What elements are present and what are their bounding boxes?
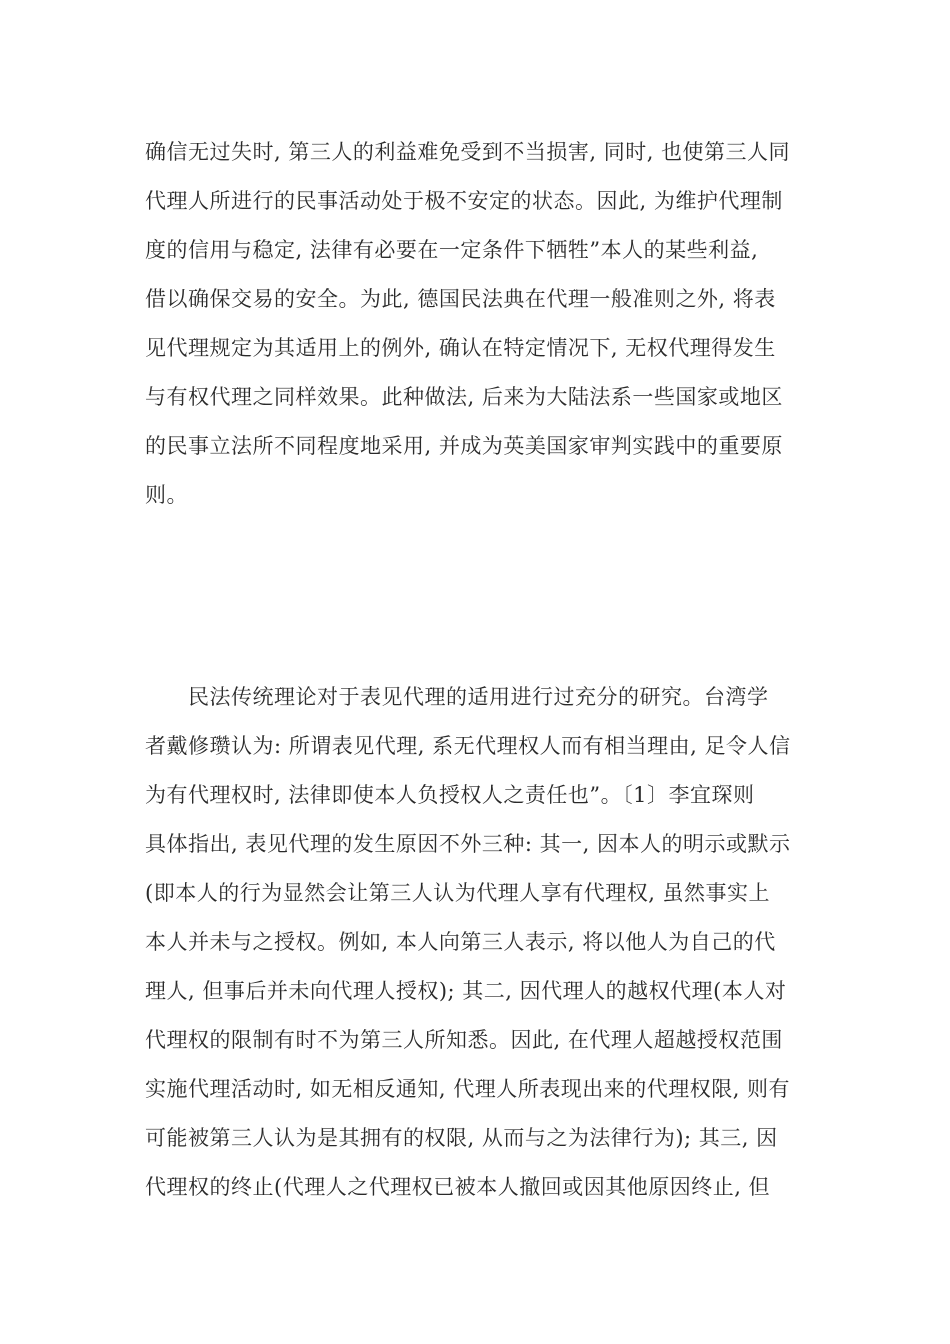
- text-line: 实施代理活动时, 如无相反通知, 代理人所表现出来的代理权限, 则有: [145, 1077, 791, 1101]
- text-line: 与有权代理之同样效果。此种做法, 后来为大陆法系一些国家或地区: [145, 385, 783, 409]
- text-line: 民法传统理论对于表见代理的适用进行过充分的研究。台湾学: [145, 685, 769, 709]
- text-line: 的民事立法所不同程度地采用, 并成为英美国家审判实践中的重要原: [145, 434, 783, 458]
- text-line: 借以确保交易的安全。为此, 德国民法典在代理一般准则之外, 将表: [145, 287, 776, 311]
- paragraph-2: [145, 673, 810, 1212]
- text-line: 见代理规定为其适用上的例外, 确认在特定情况下, 无权代理得发生: [145, 336, 776, 360]
- text-line: 具体指出, 表见代理的发生原因不外三种: 其一, 因本人的明示或默示: [145, 832, 791, 856]
- text-line: 代理权的限制有时不为第三人所知悉。因此, 在代理人超越授权范围: [145, 1028, 783, 1052]
- paragraph-1: [145, 128, 810, 520]
- text-line: (即本人的行为显然会让第三人认为代理人享有代理权, 虽然事实上: [145, 881, 771, 905]
- text-line: 则。: [145, 483, 188, 507]
- text-line: 者戴修瓒认为: 所谓表见代理, 系无代理权人而有相当理由, 足令人信: [145, 734, 791, 758]
- text-line: 度的信用与稳定, 法律有必要在一定条件下牺牲”本人的某些利益,: [145, 238, 759, 262]
- text-line: 代理权的终止(代理人之代理权已被本人撤回或因其他原因终止, 但: [145, 1175, 771, 1199]
- text-line: 为有代理权时, 法律即使本人负授权人之责任也”。〔1〕李宜琛则: [145, 783, 755, 807]
- text-line: 代理人所进行的民事活动处于极不安定的状态。因此, 为维护代理制: [145, 189, 783, 213]
- text-line: 可能被第三人认为是其拥有的权限, 从而与之为法律行为); 其三, 因: [145, 1126, 778, 1150]
- text-line: 本人并未与之授权。例如, 本人向第三人表示, 将以他人为自己的代: [145, 930, 776, 954]
- text-line: 确信无过失时, 第三人的利益难免受到不当损害, 同时, 也使第三人同: [145, 140, 791, 164]
- text-line: 理人, 但事后并未向代理人授权); 其二, 因代理人的越权代理(本人对: [145, 979, 787, 1003]
